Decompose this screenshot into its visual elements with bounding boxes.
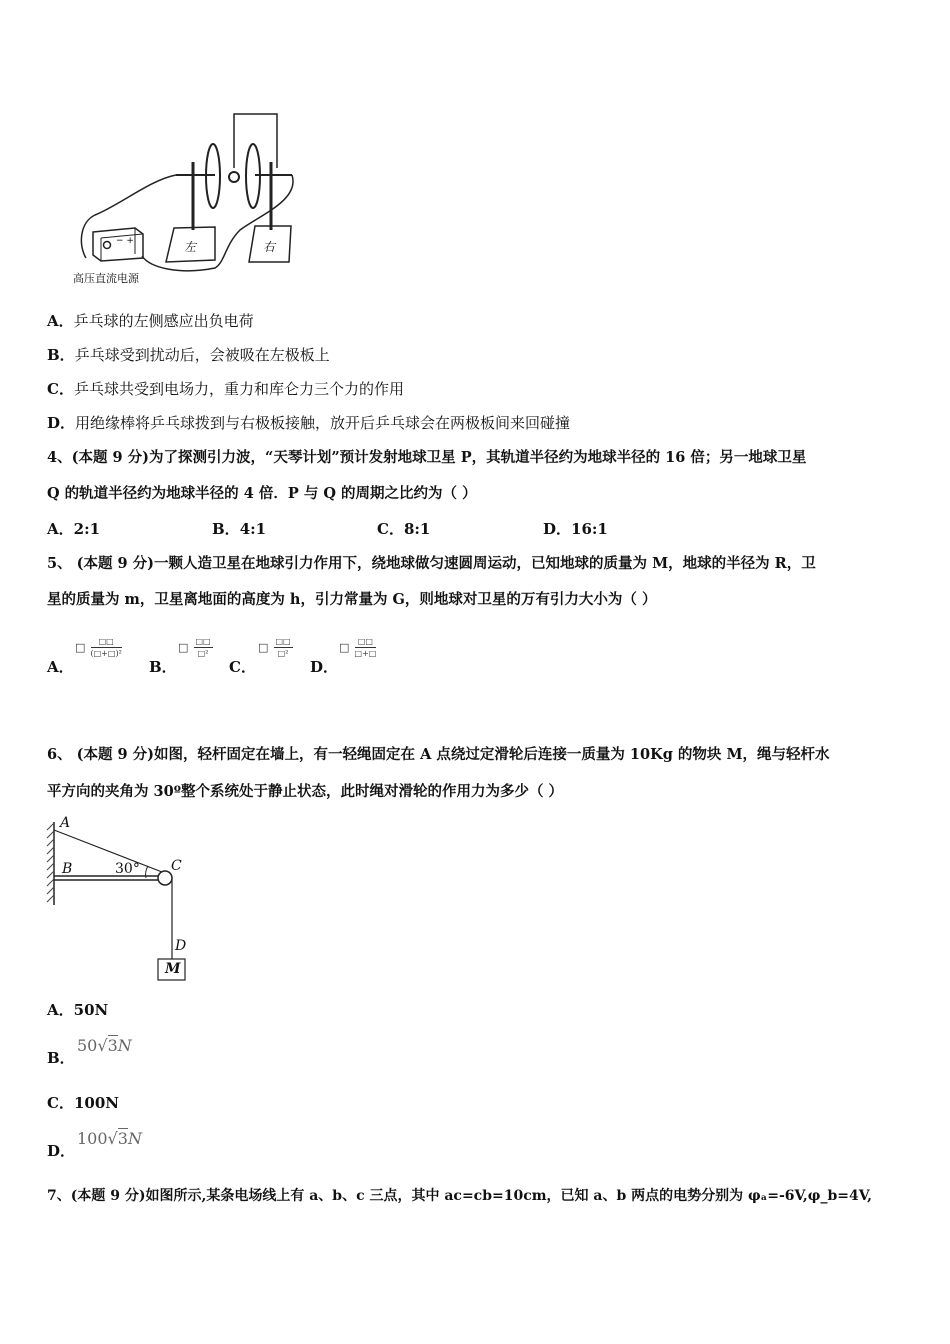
option-label: C． [47,1094,74,1112]
right-plate-label: 右 [263,240,276,254]
option-text: 100N [73,1094,119,1112]
option-text: 50N [73,1001,109,1019]
q4-stem-line1: 4、(本题 9 分)为了探测引力波，“天琴计划”预计发射地球卫星 P，其轨道半径约为地球半径的 16 倍；另一地球卫星 [47,449,807,466]
power-supply-caption: 高压直流电源 [73,272,139,285]
formula-prefix: □ [75,641,86,654]
left-plate-label: 左 [184,240,197,254]
formula-prefix: □ [258,641,269,654]
option-label: C． [229,658,256,676]
power-supply-symbol: − + [116,236,134,246]
formula-prefix: □ [178,641,189,654]
formula-prefix: □ [339,641,350,654]
point-d-label: D [175,938,187,954]
q6-option-d[interactable] [47,1127,177,1161]
option-label: A． [47,658,74,676]
option-label: B． [212,520,240,538]
numerator: □□ [275,637,291,646]
option-label: C． [377,520,404,538]
denominator: □+□ [354,649,377,658]
option-label: A． [47,520,74,538]
q6-option-b[interactable] [47,1034,167,1068]
option-text: 8:1 [403,520,431,538]
numerator: □□ [355,636,377,648]
coefficient: 50 [77,1036,98,1055]
radicand: 3 [107,1036,118,1055]
denominator: □² [197,649,209,658]
point-b-label: B [62,861,73,877]
q6-stem-line2: 平方向的夹角为 30º整个系统处于静止状态，此时绳对滑轮的作用力为多少（ ） [47,783,564,800]
unit: N [117,1036,132,1055]
denominator: (□+□)² [90,649,122,658]
option-text: 乒乓球共受到电场力，重力和库仑力三个力的作用 [73,380,404,398]
option-label: A． [47,1001,74,1019]
q4-stem-line2: Q 的轨道半径约为地球半径的 4 倍．P 与 Q 的周期之比约为（ ） [47,485,477,502]
sqrt-icon: √ [107,1129,118,1148]
q7-stem-line1: 7、(本题 9 分)如图所示,某条电场线上有 a、b、c 三点，其中 ac=cb=10cm，已知 a、b 两点的电势分别为 φₐ=-6V,φ_b=4V, [47,1188,873,1204]
numerator: □□ [91,636,122,648]
point-c-label: C [171,858,182,874]
option-label: B． [47,1049,75,1067]
block-m-label: M [165,961,181,977]
q6-option-c[interactable] [47,1093,119,1113]
option-text: 乒乓球的左侧感应出负电荷 [73,312,254,330]
angle-label: 30° [115,861,140,877]
option-label: D． [310,658,339,676]
option-label: D． [47,1142,76,1160]
point-a-label: A [60,815,71,831]
option-text: 用绝缘棒将乒乓球拨到与右极板接触，放开后乒乓球会在两极板间来回碰撞 [75,414,571,432]
option-label: A． [47,312,74,330]
coefficient: 100 [77,1129,108,1148]
option-text: 16:1 [571,520,608,538]
numerator: □□ [195,637,211,646]
option-label: D． [543,520,572,538]
q5-stem-line1: 5、 (本题 9 分)一颗人造卫星在地球引力作用下，绕地球做匀速圆周运动，已知地球的质量为 M，地球的半径为 R，卫 [47,555,816,572]
radicand: 3 [117,1129,128,1148]
option-text: 乒乓球受到扰动后，会被吸在左极板上 [74,346,330,364]
q6-option-a[interactable] [47,1000,108,1020]
option-label: D． [47,414,76,432]
option-label: B． [149,658,177,676]
unit: N [127,1129,142,1148]
denominator: □² [277,649,289,658]
option-label: C． [47,380,74,398]
option-label: B． [47,346,75,364]
q5-stem-line2: 星的质量为 m，卫星离地面的高度为 h，引力常量为 G，则地球对卫星的万有引力大小为（ ） [47,591,657,608]
option-text: 4:1 [239,520,267,538]
sqrt-icon: √ [97,1036,108,1055]
q6-stem-line1: 6、 (本题 9 分)如图，轻杆固定在墙上，有一轻绳固定在 A 点绕过定滑轮后连接一质量为 10Kg 的物块 M，绳与轻杆水 [47,746,830,763]
option-text: 2:1 [73,520,101,538]
